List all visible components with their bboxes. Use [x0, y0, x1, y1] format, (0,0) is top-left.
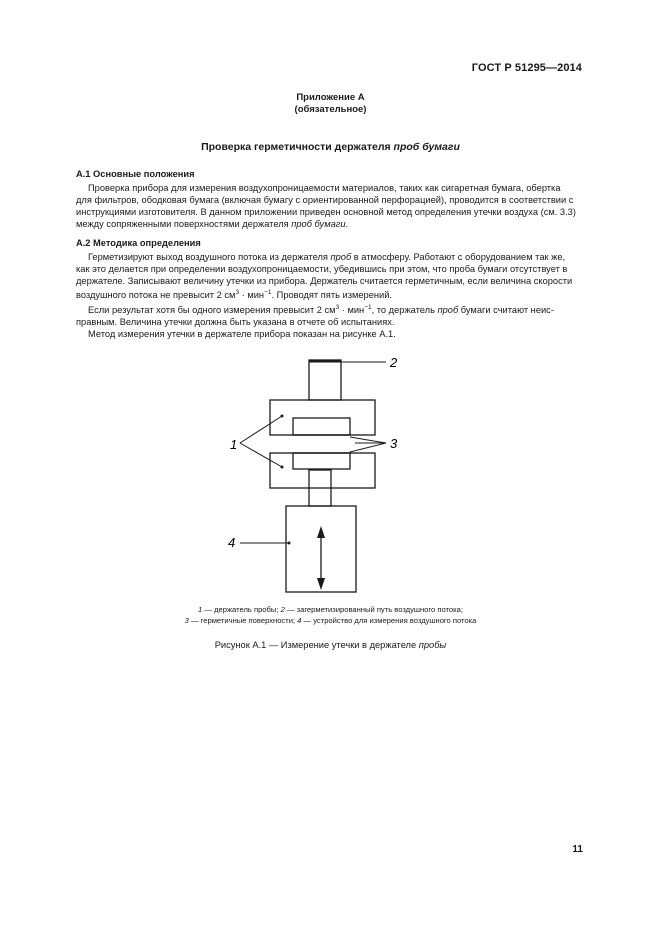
leader-3-lower — [350, 443, 386, 452]
text-run: · мин — [239, 290, 265, 301]
arrowhead-down — [317, 578, 325, 590]
section-2-p1-line-2: как это делается при определении воздухопроницаемости, убедившись при этом, что проба бумаги отсутствует в — [76, 264, 568, 274]
text-run: Если результат хотя бы одного измерения превысит 2 см — [88, 305, 336, 316]
superscript: −1 — [264, 289, 272, 296]
text-run: в атмосферу. Работают с оборудованием так же, — [351, 252, 566, 262]
text-run: бумаги считают неис- — [458, 305, 554, 316]
caption-key: 4 — [297, 616, 302, 625]
caption-key: 3 — [184, 616, 189, 625]
caption-key: 1 — [198, 605, 203, 614]
lower-seal-plug — [293, 453, 350, 469]
figure-label-1: 1 — [230, 437, 238, 452]
section-2-heading: А.2 Методика определения — [76, 238, 201, 248]
section-1-line-2: для фильтров, ободковая бумага (включая бумагу с ориентированной перфорацией), проводится в соответствии с — [76, 195, 574, 205]
figure-caption-line-1 — [0, 605, 661, 614]
caption-key: 2 — [280, 605, 285, 614]
superscript: −1 — [364, 304, 372, 311]
text-run: Герметизируют выход воздушного потока из держателя — [88, 252, 331, 262]
main-title-text: Проверка герметичности держателя — [201, 141, 394, 153]
superscript: 3 — [335, 304, 340, 311]
section-1-line-3: инструкциями изготовителя. В данном приложении приведен основной метод определения утечки воздуха (см. 3.3) — [76, 207, 576, 217]
leader-1-upper — [240, 416, 282, 443]
arrowhead-up — [317, 526, 325, 538]
section-1-line-4-italic: проб бумаги — [291, 219, 346, 229]
annex-title: Приложение А — [296, 92, 365, 103]
caption-text: — герметичные поверхности; — [188, 616, 298, 625]
superscript: 3 — [235, 289, 240, 296]
leader-dot — [281, 415, 284, 418]
standard-number: ГОСТ Р 51295—2014 — [471, 62, 582, 74]
leader-dot — [281, 466, 284, 469]
annex-status: (обязательное) — [294, 104, 367, 115]
figure-label-4: 4 — [228, 535, 236, 550]
section-2-p1-line-3: держателе. Записывают величину утечки из прибора. Держатель считается герметичным, если величина скорости — [76, 276, 573, 286]
figure-label-3: 3 — [390, 436, 398, 451]
caption-text: — устройство для измерения воздушного потока — [301, 616, 477, 625]
text-run: воздушного потока не превысит 2 см — [76, 290, 236, 301]
text-run: · мин — [339, 305, 365, 316]
figure-title-text: Рисунок А.1 — Измерение утечки в держателе — [214, 640, 419, 650]
text-run-italic: проб — [437, 305, 459, 316]
section-1-heading: А.1 Основные положения — [76, 169, 195, 179]
figure-caption-line-2 — [0, 616, 661, 625]
leader-dot — [288, 542, 291, 545]
section-1-line-4-end: . — [345, 219, 349, 229]
figure-title-italic: пробы — [418, 640, 447, 650]
main-title-italic: проб бумаги — [393, 141, 460, 153]
section-2-p2-line-2: правным. Величина утечки должна быть указана в отчете об испытаниях. — [76, 317, 395, 328]
leader-1-lower — [240, 443, 282, 467]
section-2-p3-line: Метод измерения утечки в держателе прибора показан на рисунке А.1. — [88, 329, 396, 340]
caption-text: — держатель пробы; — [202, 605, 281, 614]
upper-seal-plug — [293, 418, 350, 435]
text-run: . Проводят пять измерений. — [271, 290, 392, 301]
page-number: 11 — [572, 844, 583, 855]
leader-3-upper — [350, 437, 386, 443]
figure-title — [0, 640, 661, 650]
figure-label-2: 2 — [390, 355, 398, 370]
caption-text: — загерметизированный путь воздушного потока; — [284, 605, 463, 614]
text-run-italic: проб — [330, 252, 352, 262]
section-1-line-4-text: между сопряженными поверхностями держателя — [76, 219, 292, 229]
top-stem — [309, 360, 341, 400]
text-run: , то держатель — [371, 305, 438, 316]
section-1-line-1: Проверка прибора для измерения воздухопроницаемости материалов, таких как сигаретная бумага, обертка — [88, 183, 561, 193]
